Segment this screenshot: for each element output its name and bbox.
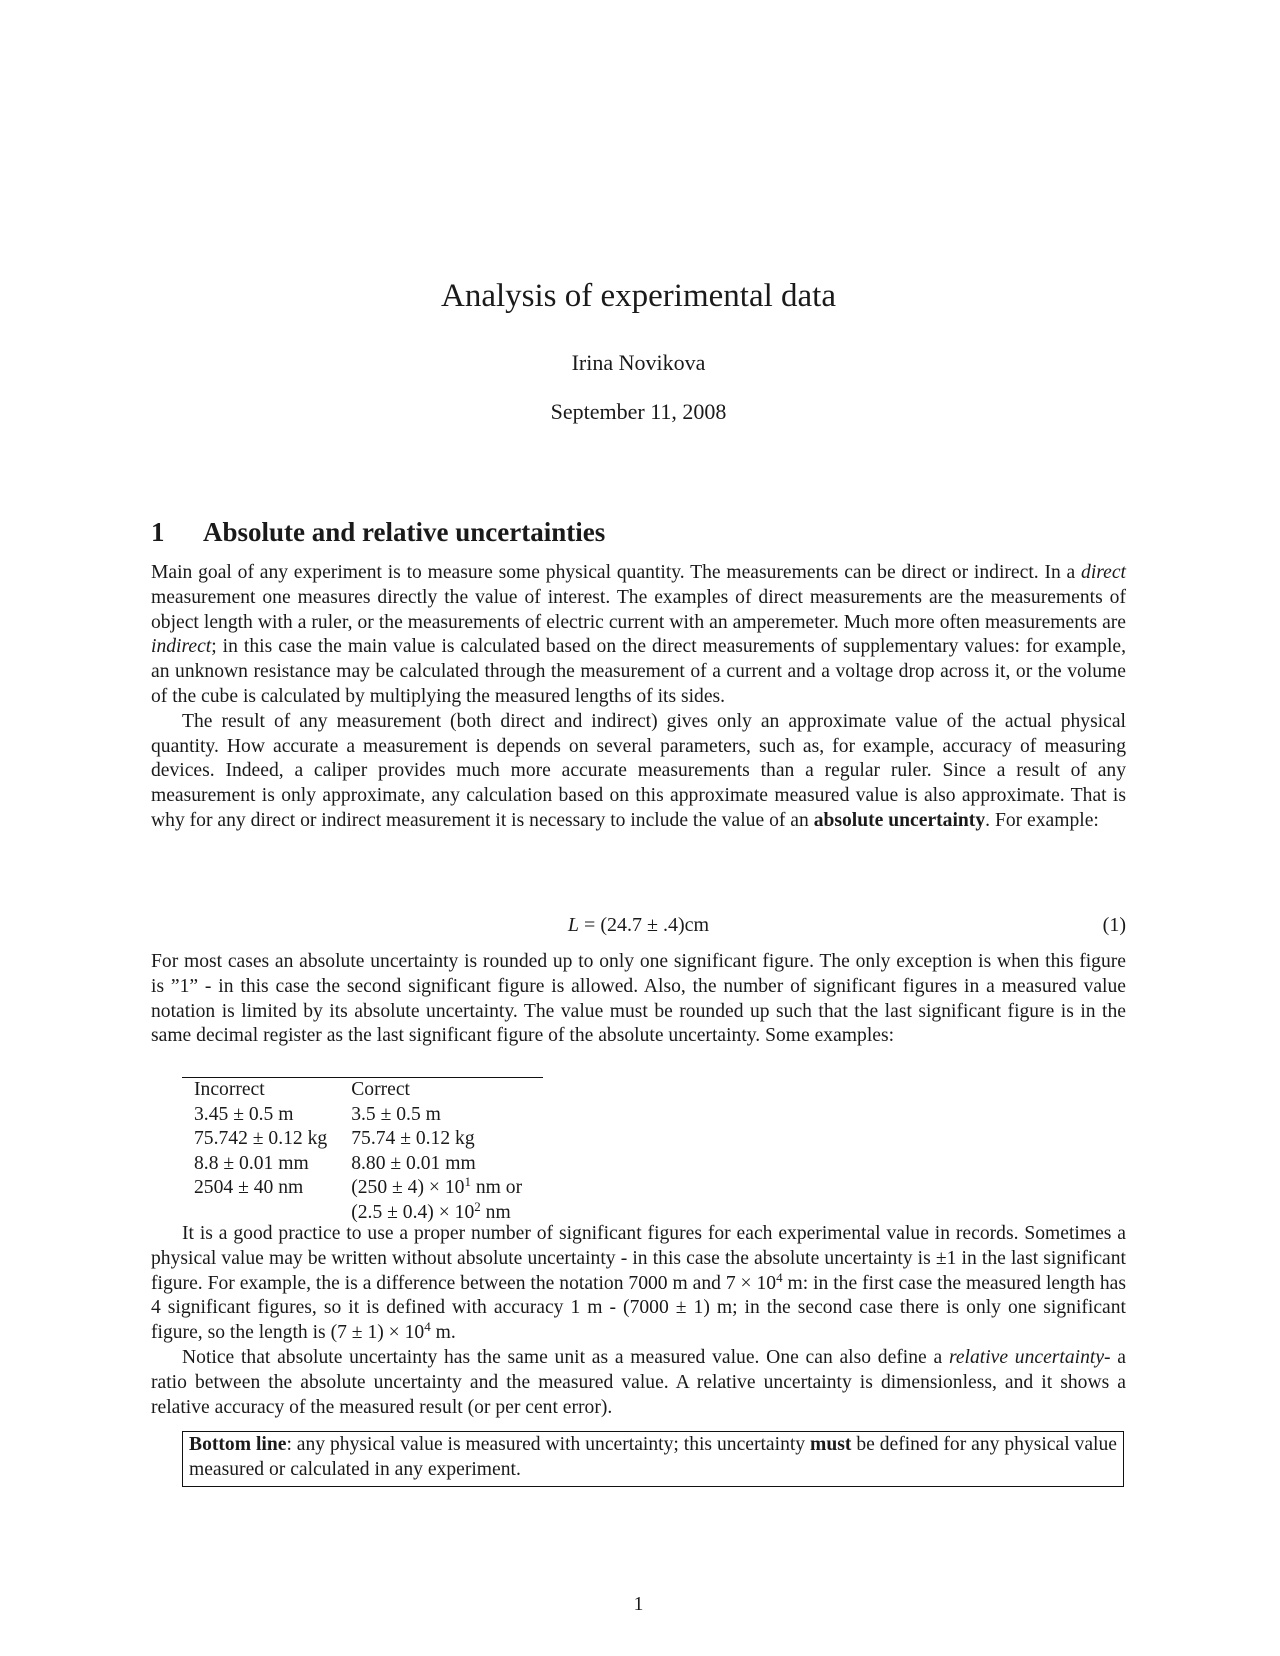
bottom-line-box [182, 1431, 1124, 1487]
unit-text: nm [480, 1201, 511, 1223]
bottom-line-label: Bottom line [189, 1434, 287, 1455]
p2-text-c: . For example: [985, 809, 1099, 831]
p5-italic-relative-uncertainty: relative uncertainty [948, 1346, 1105, 1368]
body-block-2 [151, 950, 1126, 1049]
correct-value-1: (250 ± 4) × 10 [351, 1177, 465, 1199]
p4-text-c: m. [430, 1322, 456, 1344]
table-cell: 75.742 ± 0.12 kg [194, 1128, 328, 1150]
paragraph-1 [151, 561, 1126, 710]
equation-number: (1) [1102, 914, 1126, 936]
p1-text-c: measurement one measures directly the value of interest. The examples of direct measurements are the measurements of object length with a ruler, or the measurements of electric current with an amperemeter. Much more often measurements are [151, 586, 1126, 633]
equation-lhs: L [567, 914, 580, 936]
table-header-row [182, 1078, 543, 1103]
bottom-line-bold-must: must [810, 1434, 852, 1455]
table-cell: 75.74 ± 0.12 kg [351, 1128, 475, 1150]
paper-title: Analysis of experimental data [441, 278, 836, 314]
table-header-cell: Incorrect [194, 1079, 265, 1100]
table-cell [339, 1176, 543, 1201]
section-heading [151, 516, 605, 548]
bottom-line-text-b: be defined for any physical value measured or calculated in any experiment. [189, 1434, 1117, 1480]
table-cell: 8.80 ± 0.01 mm [351, 1152, 476, 1174]
equation-rhs: = (24.7 ± .4)cm [579, 914, 710, 936]
p1-italic-direct: direct [1081, 562, 1126, 583]
section-title: Absolute and relative uncertainties [203, 517, 606, 547]
table-row [182, 1176, 543, 1201]
publication-date: September 11, 2008 [550, 399, 727, 424]
exponent: 4 [776, 1269, 783, 1285]
exponent: 4 [424, 1319, 431, 1335]
table-row [182, 1127, 543, 1152]
p5-text-c: - a ratio between the absolute uncertainty and the measured value. A relative uncertainty is dimensionless, and it shows a relative accuracy of the measured result (or per cent error). [151, 1346, 1126, 1418]
table-cell: 3.5 ± 0.5 m [351, 1103, 441, 1125]
examples-table [182, 1077, 543, 1226]
author-name: Irina Novikova [571, 350, 706, 375]
table-cell: 2504 ± 40 nm [194, 1177, 304, 1199]
p2-bold-absolute-uncertainty: absolute uncertainty [813, 809, 986, 831]
section-number: 1 [151, 517, 165, 547]
body-block-3 [151, 1222, 1126, 1420]
p4-text-a: It is a good practice to use a proper number of significant figures for each experimental value in records. Sometimes a physical value may be written without absolute uncertainty - in this case the absolute uncertainty is ±1 in the last significant figure. For example, the is a difference between the notation 7000 m and 7 × 10 [151, 1223, 1126, 1294]
paragraph-2 [151, 710, 1126, 834]
p4-text-b: m: in the first case the measured length has 4 significant figures, so it is defined with accuracy 1 m - (7000 ± 1) m; in the second case there is only one significant figure, so the length is (7 ± 1) × 10 [151, 1272, 1126, 1344]
unit-text: nm or [470, 1177, 523, 1199]
paragraph-5 [151, 1346, 1126, 1420]
p2-text-a: The result of any measurement (both direct and indirect) gives only an approximate value of the actual physical quantity. How accurate a measurement is depends on several parameters, such as, for example, accuracy of measuring devices. Indeed, a caliper provides much more accurate measurements than a regular ruler. Since a result of any measurement is only approximate, any calculation based on this approximate measured value is also approximate. That is why for any direct or indirect measurement it is necessary to include the value of an [151, 710, 1126, 831]
p1-text-e: ; in this case the main value is calculated based on the direct measurements of supplementary values: for example, an unknown resistance may be calculated through the measurement of a current and a voltage drop across it, or the volume of the cube is calculated by multiplying the measured lengths of its sides. [151, 636, 1126, 707]
table-cell: 3.45 ± 0.5 m [194, 1103, 294, 1125]
exponent: 2 [474, 1198, 481, 1214]
table-row [182, 1103, 543, 1128]
p1-text-a: Main goal of any experiment is to measure some physical quantity. The measurements can be direct or indirect. In a [151, 562, 1082, 583]
p5-text-a: Notice that absolute uncertainty has the same unit as a measured value. One can also define a [182, 1346, 949, 1368]
page-number: 1 [633, 1594, 644, 1615]
paragraph-3: For most cases an absolute uncertainty is rounded up to only one significant figure. The only exception is when this figure is ”1” - in this case the second significant figure is allowed. Also, the number of significant figures in a measured value notation is limited by its absolute uncertainty. The value must be rounded up such that the last significant figure is in the same decimal register as the last significant figure of the absolute uncertainty. Some examples: [151, 951, 1126, 1047]
exponent: 1 [464, 1174, 471, 1190]
p1-italic-indirect: indirect [151, 636, 212, 658]
table-header-cell: Correct [351, 1079, 410, 1100]
bottom-line-text-a: : any physical value is measured with uncertainty; this uncertainty [286, 1434, 811, 1455]
table-row [182, 1152, 543, 1177]
paragraph-4 [151, 1222, 1126, 1346]
body-block-1 [151, 561, 1126, 834]
correct-value-2: (2.5 ± 0.4) × 10 [351, 1201, 475, 1223]
equation-formula [151, 912, 1126, 938]
table-cell: 8.8 ± 0.01 mm [194, 1152, 309, 1174]
